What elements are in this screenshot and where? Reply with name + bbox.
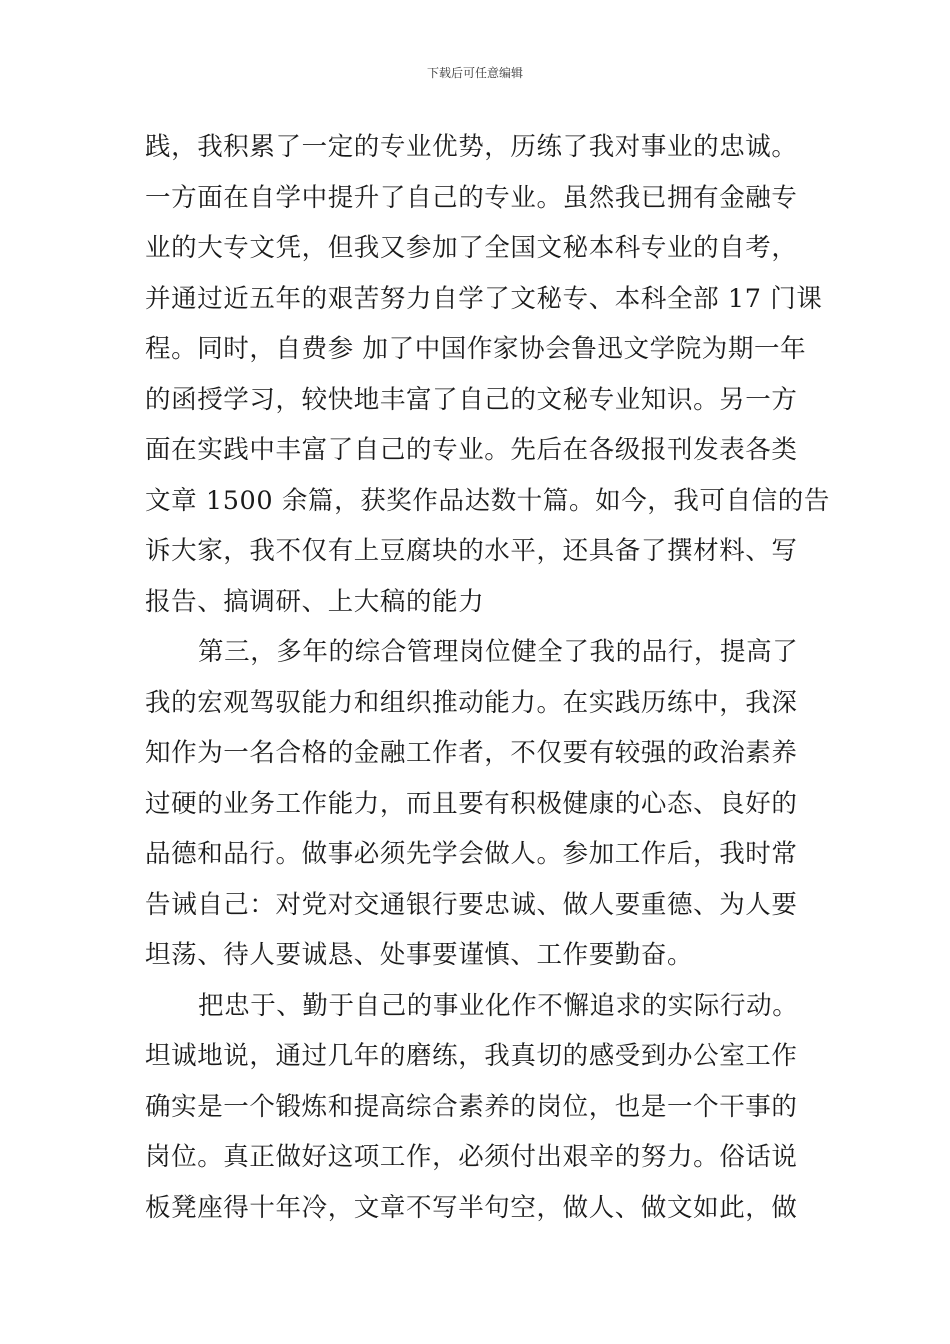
paragraph-start-line: 把忠于、勤于自己的事业化作不懈追求的实际行动。 bbox=[198, 990, 799, 1021]
text-line: 并通过近五年的艰苦努力自学了文秘专、本科全部 17 门课 bbox=[145, 283, 823, 314]
text-line: 文章 1500 余篇，获奖作品达数十篇。如今，我可自信的告 bbox=[145, 485, 831, 516]
text-line: 面在实践中丰富了自己的专业。先后在各级报刊发表各类 bbox=[145, 435, 798, 465]
text-line: 坦诚地说，通过几年的磨练，我真切的感受到办公室工作 bbox=[145, 1041, 798, 1071]
text-line: 坦荡、待人要诚恳、处事要谨慎、工作要勤奋。 bbox=[145, 940, 694, 970]
document-body bbox=[145, 122, 831, 1233]
text-line: 业的大专文凭，但我又参加了全国文秘本科专业的自考， bbox=[145, 233, 798, 263]
text-line: 确实是一个锻炼和提高综合素养的岗位，也是一个干事的 bbox=[145, 1091, 798, 1122]
text-line: 报告、搞调研、上大稿的能力 bbox=[145, 586, 485, 617]
text-line: 践，我积累了一定的专业优势，历练了我对事业的忠诚。 bbox=[145, 132, 798, 162]
text-line: 一方面在自学中提升了自己的专业。虽然我已拥有金融专 bbox=[145, 182, 798, 213]
paragraph-start-line: 第三，多年的综合管理岗位健全了我的品行，提高了 bbox=[198, 637, 799, 667]
page-header: 下载后可任意编辑 bbox=[426, 66, 523, 80]
text-line: 岗位。真正做好这项工作，必须付出艰辛的努力。俗话说 bbox=[145, 1142, 798, 1172]
text-line: 告诫自己：对党对交通银行要忠诚、做人要重德、为人要 bbox=[145, 889, 798, 920]
text-line: 知作为一名合格的金融工作者，不仅要有较强的政治素养 bbox=[145, 738, 798, 768]
text-line: 诉大家，我不仅有上豆腐块的水平，还具备了撰材料、写 bbox=[145, 536, 798, 566]
text-line: 我的宏观驾驭能力和组织推动能力。在实践历练中，我深 bbox=[145, 687, 798, 718]
text-line: 过硬的业务工作能力，而且要有积极健康的心态、良好的 bbox=[145, 788, 798, 819]
text-line: 品德和品行。做事必须先学会做人。参加工作后，我时常 bbox=[145, 839, 798, 869]
text-line: 板凳座得十年冷，文章不写半句空，做人、做文如此，做 bbox=[145, 1192, 798, 1223]
text-line: 程。同时，自费参 加了中国作家协会鲁迅文学院为期一年 bbox=[145, 334, 807, 364]
text-line: 的函授学习，较快地丰富了自己的文秘专业知识。另一方 bbox=[145, 384, 798, 415]
